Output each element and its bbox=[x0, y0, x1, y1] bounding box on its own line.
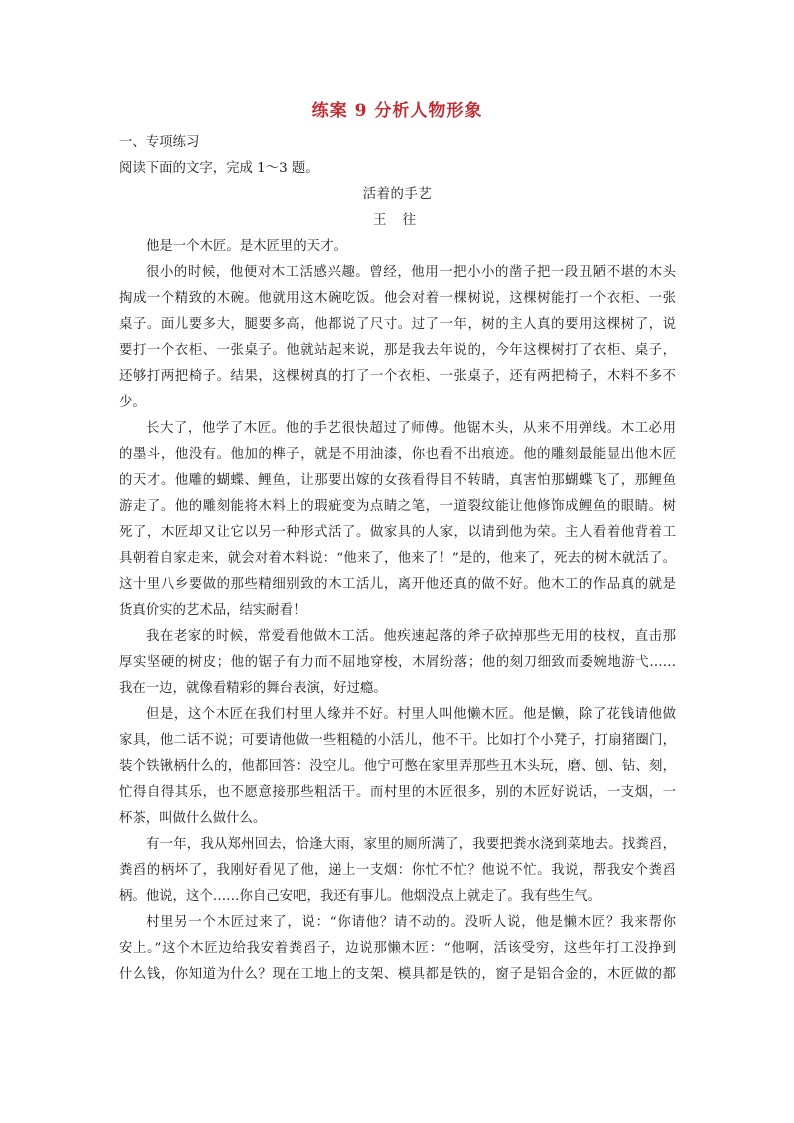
paragraph-line: 柄。他说，这个……你自己安吧，我还有事儿。他烟没点上就走了。我有些生气。 bbox=[119, 889, 602, 904]
paragraph-line: 安上。”这个木匠边给我安着粪舀子，边说那懒木匠：“他啊，活该受穷，这些年打工没挣到 bbox=[119, 941, 676, 956]
paragraph-line: 家具，他二话不说；可要请他做一些粗糙的小活儿，他不干。比如打个小凳子，打扇猪圈门， bbox=[119, 733, 676, 748]
paragraph-line: 我在一边，就像看精彩的舞台表演，好过瘾。 bbox=[119, 681, 387, 696]
instruction-text: 阅读下面的文字，完成 1～3 题。 bbox=[119, 161, 319, 176]
paragraph-line: 要打一个衣柜、一张桌子。他就站起来说，那是我去年说的，今年这棵树打了衣柜、桌子， bbox=[119, 343, 676, 358]
document-body bbox=[119, 130, 676, 988]
story-title: 活着的手艺 bbox=[362, 187, 433, 202]
paragraph-line: 厚实坚硬的树皮；他的锯子有力而不屈地穿梭，木屑纷落；他的刻刀细致而委婉地游弋…… bbox=[119, 655, 676, 670]
paragraph-line: 货真价实的艺术品，结实耐看！ bbox=[119, 603, 307, 618]
paragraph-line: 有一年，我从郑州回去，恰逢大雨，家里的厕所满了，我要把粪水浇到菜地去。找粪舀， bbox=[146, 837, 676, 852]
paragraph-line: 桌子。面儿要多大，腿要多高，他都说了尺寸。过了一年，树的主人真的要用这棵树了，说 bbox=[119, 317, 676, 332]
section-heading: 一、专项练习 bbox=[119, 135, 200, 150]
paragraph-line: 还够打两把椅子。结果，这棵树真的打了一个衣柜、一张桌子，还有两把椅子，木料不多不 bbox=[119, 369, 676, 384]
paragraph-line: 村里另一个木匠过来了，说：“你请他？请不动的。没听人说，他是懒木匠？我来帮你 bbox=[146, 915, 676, 930]
paragraph-line: 少。 bbox=[119, 395, 146, 410]
paragraph-line: 长大了，他学了木匠。他的手艺很快超过了师傅。他锯木头，从来不用弹线。木工必用 bbox=[146, 421, 676, 436]
paragraph-line: 死了，木匠却又让它以另一种形式活了。做家具的人家，以请到他为荣。主人看着他背着工 bbox=[119, 525, 676, 540]
paragraph-line: 什么钱，你知道为什么？现在工地上的支架、模具都是铁的，窗子是铝合金的，木匠做的都 bbox=[119, 967, 676, 982]
paragraph-line: 掏成一个精致的木碗。他就用这木碗吃饭。他会对着一棵树说，这棵树能打一个衣柜、一张 bbox=[119, 291, 676, 306]
paragraph-line: 粪舀的柄坏了，我刚好看见了他，递上一支烟：你忙不忙？他说不忙。我说，帮我安个粪舀 bbox=[119, 863, 676, 878]
paragraph-line: 很小的时候，他便对木工活感兴趣。曾经，他用一把小小的凿子把一段丑陋不堪的木头 bbox=[146, 265, 676, 280]
paragraph-line: 的墨斗，他没有。他加的榫子，就是不用油漆，你也看不出痕迹。他的雕刻最能显出他木匠 bbox=[119, 447, 676, 462]
paragraph-line: 这十里八乡要做的那些精细别致的木工活儿，离开他还真的做不好。他木工的作品真的就是 bbox=[119, 577, 676, 592]
story-author: 王 往 bbox=[372, 213, 423, 228]
paragraph-line: 装个铁锹柄什么的，他都回答：没空儿。他宁可憋在家里弄那些丑木头玩，磨、刨、钻、刻， bbox=[119, 759, 676, 774]
page-title: 练案 9 分析人物形象 bbox=[311, 101, 483, 121]
paragraph-line: 杯茶，叫做什么做什么。 bbox=[119, 811, 267, 826]
paragraph-line: 具朝着自家走来，就会对着木料说：“他来了，他来了！”是的，他来了，死去的树木就活了。 bbox=[119, 551, 676, 566]
paragraph-line: 他是一个木匠。是木匠里的天才。 bbox=[146, 239, 347, 254]
paragraph-line: 但是，这个木匠在我们村里人缘并不好。村里人叫他懒木匠。他是懒，除了花钱请他做 bbox=[146, 707, 676, 722]
paragraph-line: 忙得自得其乐，也不愿意接那些粗活干。而村里的木匠很多，别的木匠好说话，一支烟，一 bbox=[119, 785, 676, 800]
paragraph-line: 的天才。他雕的蝴蝶、鲤鱼，让那要出嫁的女孩看得目不转睛，真害怕那蝴蝶飞了，那鲤鱼 bbox=[119, 473, 676, 488]
paragraph-line: 游走了。他的雕刻能将木料上的瑕疵变为点睛之笔，一道裂纹能让他修饰成鲤鱼的眼睛。树 bbox=[119, 499, 676, 514]
paragraph-line: 我在老家的时候，常爱看他做木工活。他疾速起落的斧子砍掉那些无用的枝杈，直击那 bbox=[146, 629, 676, 644]
